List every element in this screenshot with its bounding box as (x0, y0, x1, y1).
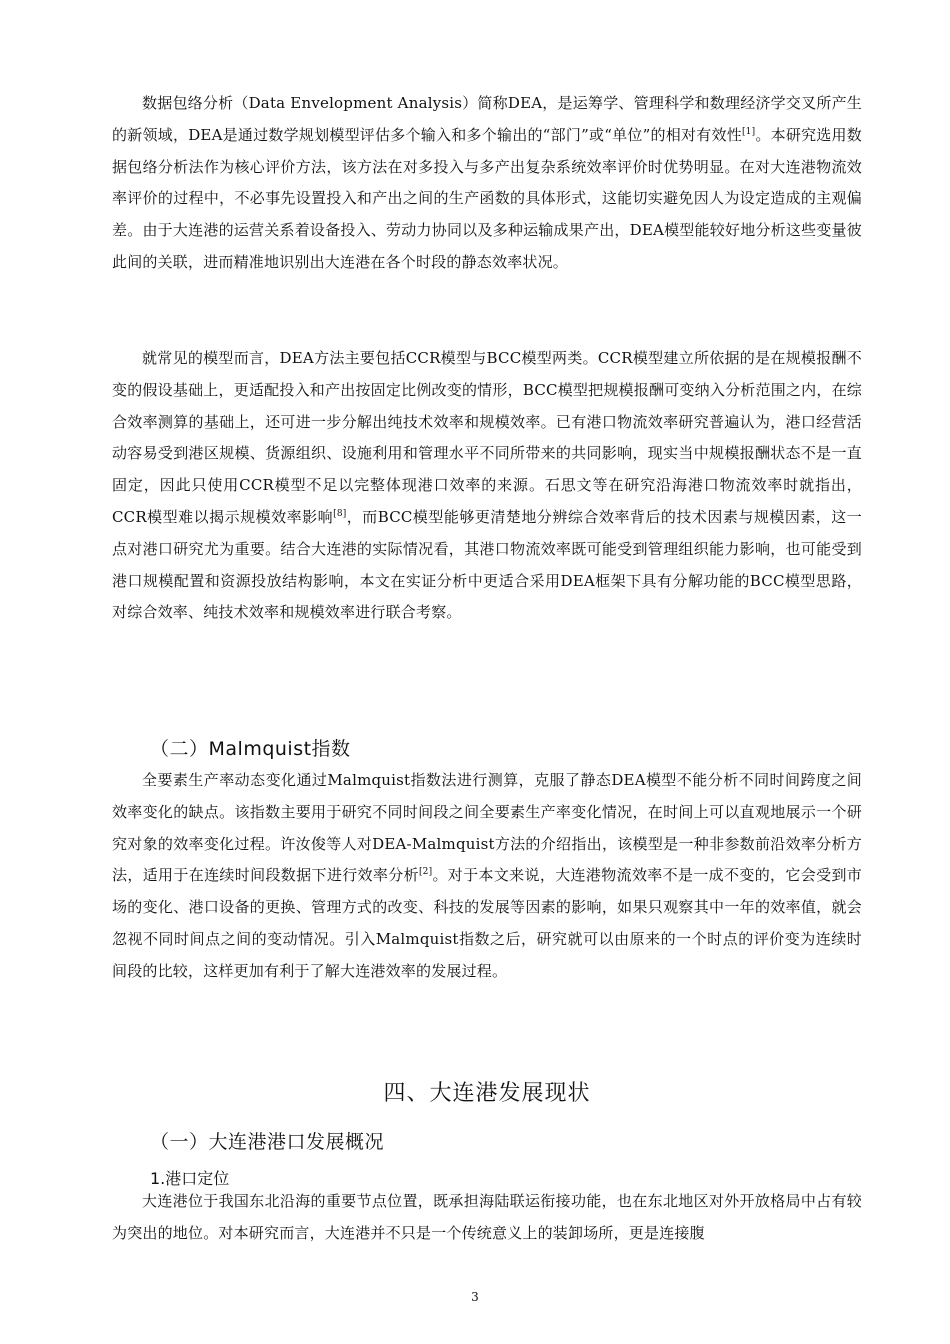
section-heading-malmquist: （二）Malmquist指数 (150, 738, 351, 760)
paragraph-text: 。对于本文来说，大连港物流效率不是一成不变的，它会受到市场的变化、港口设备的更换、管理方式的改变、科技的发展等因素的影响，如果只观察其中一年的效率值，就会忽视不同时间点之间的变动情况。引入Malmquist指数之后，研究就可以由原来的一个时点的评价变为连续时间段的比较，这样更加有利于了解大连港效率的发展过程。 (112, 866, 862, 980)
paragraph-malmquist (112, 765, 862, 988)
paragraph-text: 就常见的模型而言，DEA方法主要包括CCR模型与BCC模型两类。CCR模型建立所依据的是在规模报酬不变的假设基础上，更适配投入和产出按固定比例改变的情形，BCC模型把规模报酬可变纳入分析范围之内，在综合效率测算的基础上，还可进一步分解出纯技术效率和规模效率。已有港口物流效率研究普遍认为，港口经营活动容易受到港区规模、货源组织、设施利用和管理水平不同所带来的共同影响，现实当中规模报酬状态不是一直固定，因此只使用CCR模型不足以完整体现港口效率的来源。石思文等在研究沿海港口物流效率时就指出，CCR模型难以揭示规模效率影响 (112, 349, 862, 526)
chapter-heading: 四、大连港发展现状 (383, 1081, 591, 1106)
paragraph-ccr-bcc (112, 343, 862, 629)
paragraph-text: 全要素生产率动态变化通过Malmquist指数法进行测算，克服了静态DEA模型不能分析不同时间跨度之间效率变化的缺点。该指数主要用于研究不同时间段之间全要素生产率变化情况，在时间上可以直观地展示一个研究对象的效率变化过程。许汝俊等人对DEA-Malmquist方法的介绍指出，该模型是一种非参数前沿效率分析方法，适用于在连续时间段数据下进行效率分析 (112, 771, 862, 885)
page-number: 3 (471, 1290, 479, 1304)
section-heading-overview: （一）大连港港口发展概况 (150, 1131, 385, 1153)
paragraph-dea-intro (112, 88, 862, 279)
paragraph-text: 。本研究选用数据包络分析法作为核心评价方法，该方法在对多投入与多产出复杂系统效率评价时优势明显。在对大连港物流效率评价的过程中，不必事先设置投入和产出之间的生产函数的具体形式，这能切实避免因人为设定造成的主观偏差。由于大连港的运营关系着设备投入、劳动力协同以及多种运输成果产出，DEA模型能较好地分析这些变量彼此间的关联，进而精准地识别出大连港在各个时段的静态效率状况。 (112, 125, 862, 271)
paragraph-port-positioning (112, 1186, 862, 1250)
subsection-heading-positioning: 1.港口定位 (150, 1169, 230, 1188)
citation: [2] (418, 867, 433, 878)
paragraph-text: 大连港位于我国东北沿海的重要节点位置，既承担海陆联运衔接功能，也在东北地区对外开放格局中占有较为突出的地位。对本研究而言，大连港并不只是一个传统意义上的装卸场所，更是连接腹 (112, 1192, 862, 1242)
citation: [1] (741, 126, 756, 137)
citation: [8] (333, 508, 347, 519)
paragraph-text: ，而BCC模型能够更清楚地分辨综合效率背后的技术因素与规模因素，这一点对港口研究尤为重要。结合大连港的实际情况看，其港口物流效率既可能受到管理组织能力影响，也可能受到港口规模配置和资源投放结构影响，本文在实证分析中更适合采用DEA框架下具有分解功能的BCC模型思路，对综合效率、纯技术效率和规模效率进行联合考察。 (112, 507, 863, 622)
paragraph-text: 数据包络分析（Data Envelopment Analysis）简称DEA，是运筹学、管理科学和数理经济学交叉所产生的新领域，DEA是通过数学规划模型评估多个输入和多个输出的“部门”或“单位”的相对有效性 (112, 94, 862, 144)
